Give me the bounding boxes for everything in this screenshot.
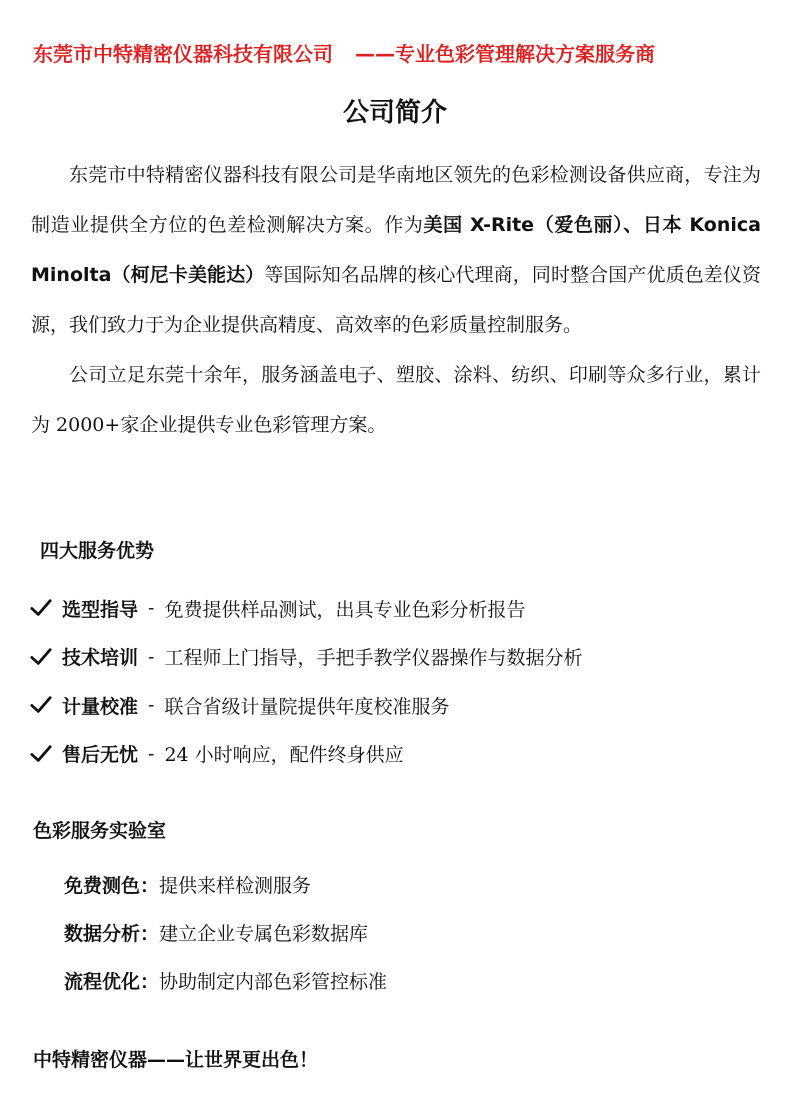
advantage-desc: 免费提供样品测试，出具专业色彩分析报告 bbox=[164, 598, 526, 621]
advantage-desc: 联合省级计量院提供年度校准服务 bbox=[164, 695, 450, 718]
intro-text: 东莞市中特精密仪器科技有限公司是华南地区领先的色彩检测设备供应商，专注为制造业提供全方位的色差检测解决方案。作为 bbox=[31, 164, 761, 236]
advantages-list bbox=[30, 584, 770, 778]
lab-item-name: 流程优化： bbox=[64, 970, 160, 993]
list-item bbox=[64, 956, 764, 1004]
advantages-title: 四大服务优势 bbox=[40, 540, 155, 562]
advantage-dash: - bbox=[148, 597, 155, 620]
list-item bbox=[64, 908, 764, 956]
header-tagline: ——专业色彩管理解决方案服务商 bbox=[355, 42, 655, 66]
checkmark-icon bbox=[30, 694, 52, 716]
checkmark-icon bbox=[30, 646, 52, 668]
slogan: 中特精密仪器——让世界更出色！ bbox=[33, 1049, 319, 1071]
intro-paragraph-2: 公司立足东莞十余年，服务涵盖电子、塑胶、涂料、纺织、印刷等众多行业，累计为 2000+家企业提供专业色彩管理方案。 bbox=[31, 364, 761, 436]
advantage-dash: - bbox=[148, 742, 155, 765]
lab-item-desc: 建立企业专属色彩数据库 bbox=[159, 922, 369, 945]
list-item bbox=[30, 681, 770, 730]
lab-item-name: 数据分析： bbox=[64, 922, 160, 945]
advantage-name: 选型指导 bbox=[62, 598, 139, 621]
intro-paragraph-1 bbox=[31, 150, 761, 350]
page-header bbox=[33, 40, 763, 68]
intro-body bbox=[31, 150, 761, 450]
lab-item-desc: 协助制定内部色彩管控标准 bbox=[159, 970, 388, 993]
lab-item-desc: 提供来样检测服务 bbox=[159, 874, 312, 897]
checkmark-icon bbox=[30, 597, 52, 619]
advantage-desc: 24 小时响应，配件终身供应 bbox=[164, 744, 404, 767]
advantage-dash: - bbox=[148, 645, 155, 668]
advantage-name: 技术培训 bbox=[62, 647, 139, 670]
checkmark-icon bbox=[30, 743, 52, 765]
advantage-name: 售后无忧 bbox=[62, 744, 139, 767]
lab-item-name: 免费测色： bbox=[64, 874, 160, 897]
advantage-desc: 工程师上门指导，手把手教学仪器操作与数据分析 bbox=[164, 647, 583, 670]
intro-text: 等国际知名品牌的核心代理商，同时整合国产优质色差仪资源，我们致力于为企业提供高精度、高效率的色彩质量控制服务。 bbox=[31, 264, 761, 336]
advantage-name: 计量校准 bbox=[62, 695, 139, 718]
list-item bbox=[30, 584, 770, 633]
lab-title: 色彩服务实验室 bbox=[33, 820, 167, 842]
intro-brands: 美国 X-Rite（爱色丽）、日本 Konica Minolta（柯尼卡美能达） bbox=[31, 214, 761, 286]
advantage-dash: - bbox=[148, 694, 155, 717]
intro-title: 公司简介 bbox=[342, 98, 447, 128]
header-company-name: 东莞市中特精密仪器科技有限公司 bbox=[33, 42, 333, 66]
list-item bbox=[30, 730, 770, 779]
list-item bbox=[30, 633, 770, 682]
lab-list bbox=[64, 860, 764, 1004]
list-item bbox=[64, 860, 764, 908]
